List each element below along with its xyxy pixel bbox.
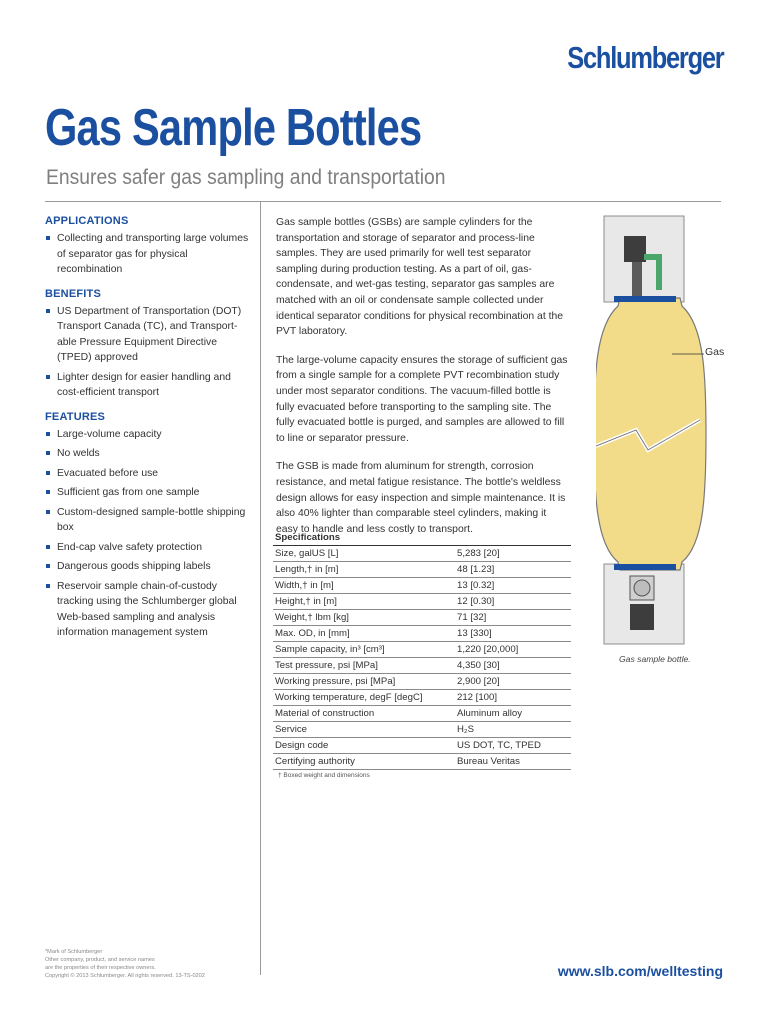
list-item: Sufficient gas from one sample: [45, 485, 253, 501]
brand-logo: Schlumberger: [566, 40, 723, 75]
body-text: [276, 215, 570, 550]
spec-label: Working pressure, psi [MPa]: [273, 673, 455, 689]
table-row: [273, 657, 571, 673]
list-item: Custom-designed sample-bottle shipping box: [45, 505, 253, 536]
spec-label: Service: [273, 721, 455, 737]
legal-line: *Mark of Schlumberger: [45, 949, 103, 955]
spec-label: Design code: [273, 737, 455, 753]
spec-label: Height,† in [m]: [273, 593, 455, 609]
benefits-list: [45, 304, 253, 401]
spec-value: 5,283 [20]: [455, 545, 571, 561]
spec-value: 2,900 [20]: [455, 673, 571, 689]
table-row: [273, 721, 571, 737]
page-subtitle: Ensures safer gas sampling and transportation: [46, 166, 446, 189]
spec-label: Material of construction: [273, 705, 455, 721]
table-row: [273, 577, 571, 593]
applications-heading: APPLICATIONS: [45, 215, 129, 227]
header-divider: [45, 201, 721, 202]
spec-label: Max. OD, in [mm]: [273, 625, 455, 641]
table-row: [273, 705, 571, 721]
page-title: Gas Sample Bottles: [45, 99, 422, 157]
features-list: [45, 427, 253, 641]
figure-caption: Gas sample bottle.: [619, 654, 691, 664]
left-column: [45, 215, 253, 645]
table-row: [273, 609, 571, 625]
spec-label: Test pressure, psi [MPa]: [273, 657, 455, 673]
body-paragraph-2: The large-volume capacity ensures the storage of sufficient gas from a single sample for a complete PVT recombination study under most separator conditions. The vacuum-filled bottle is fully evacuated before transporting to the sampling site. The fully evacuated bottle is purged, and samples are allowed to fill to line or separator pressure.: [276, 354, 568, 444]
spec-value: 4,350 [30]: [455, 657, 571, 673]
table-row: [273, 625, 571, 641]
applications-list: [45, 231, 253, 278]
list-item: Large-volume capacity: [45, 427, 253, 443]
legal-line: Other company, product, and service names: [45, 957, 155, 963]
body-paragraph-1: Gas sample bottles (GSBs) are sample cylinders for the transportation and storage of separator and process-line samples. They are used primarily for well test separator sampling during production testing. As a part of oil, gas-condensate, and wet-gas testing, separator gas samples are matched with an oil or condensate sample collected under identical separator conditions for physical recombination at the PVT laboratory.: [276, 217, 564, 338]
benefits-heading: BENEFITS: [45, 287, 101, 300]
bottom-valve-fitting: [630, 604, 654, 630]
spec-label: Width,† in [m]: [273, 577, 455, 593]
table-row: [273, 673, 571, 689]
spec-value: 71 [32]: [455, 609, 571, 625]
table-row: [273, 753, 571, 769]
legal-line: Copyright © 2013 Schlumberger. All rights reserved. 13-TS-0202: [45, 973, 205, 979]
list-item: No welds: [45, 446, 253, 462]
table-row: [273, 689, 571, 705]
list-item: Reservoir sample chain-of-custody tracking using the Schlumberger global Web-based sampling and analysis information management system: [45, 579, 253, 641]
spec-value: 13 [0.32]: [455, 577, 571, 593]
bottom-seal: [614, 564, 676, 570]
spec-label: Size, galUS [L]: [273, 545, 455, 561]
spec-label: Sample capacity, in³ [cm³]: [273, 641, 455, 657]
spec-value: 48 [1.23]: [455, 561, 571, 577]
table-row: [273, 545, 571, 561]
list-item: End-cap valve safety protection: [45, 540, 253, 556]
website-link[interactable]: www.slb.com/welltesting: [557, 963, 723, 979]
table-row: [273, 737, 571, 753]
table-header-row: [273, 530, 571, 545]
top-seal: [614, 296, 676, 302]
spec-label: Certifying authority: [273, 753, 455, 769]
spec-value: 212 [100]: [455, 689, 571, 705]
table-row: [273, 641, 571, 657]
specifications-heading: Specifications: [273, 530, 571, 545]
legal-notice: [45, 948, 205, 980]
spec-value: US DOT, TC, TPED: [455, 737, 571, 753]
bottle-body: [596, 298, 706, 570]
gas-sample-bottle-illustration: [596, 214, 726, 654]
specifications-footnote: † Boxed weight and dimensions: [278, 772, 370, 779]
list-item: Collecting and transporting large volumes of separator gas for physical recombination: [45, 231, 253, 278]
spec-label: Weight,† lbm [kg]: [273, 609, 455, 625]
spec-value: 13 [330]: [455, 625, 571, 641]
legal-line: are the properties of their respective owners.: [45, 965, 156, 971]
spec-value: Bureau Veritas: [455, 753, 571, 769]
body-paragraph-3: The GSB is made from aluminum for strength, corrosion resistance, and metal fatigue resistance. The bottle's weldless design allows for easy inspection and simple maintenance. It is also 40% lighter than comparable steel cylinders, making it easy to handle and less costly to transport.: [276, 461, 566, 535]
list-item: Lighter design for easier handling and cost-efficient transport: [45, 370, 253, 401]
top-valve-tube-vertical: [656, 254, 662, 290]
spec-label: Working temperature, degF [degC]: [273, 689, 455, 705]
spec-value: Aluminum alloy: [455, 705, 571, 721]
specifications-table: [273, 530, 571, 770]
top-valve-body: [624, 236, 646, 262]
table-row: [273, 593, 571, 609]
spec-value: 1,220 [20,000]: [455, 641, 571, 657]
list-item: Evacuated before use: [45, 466, 253, 482]
spec-value: 12 [0.30]: [455, 593, 571, 609]
list-item: Dangerous goods shipping labels: [45, 559, 253, 575]
column-divider: [260, 201, 261, 975]
features-heading: FEATURES: [45, 410, 106, 423]
spec-value: H₂S: [455, 721, 571, 737]
list-item: US Department of Transportation (DOT) Transport Canada (TC), and Transport-able Pressure Equipment Directive (TPED) approved: [45, 304, 253, 366]
top-valve-stem: [632, 262, 642, 296]
table-row: [273, 561, 571, 577]
bottom-valve-ball: [634, 580, 650, 596]
gas-label: Gas: [705, 346, 725, 358]
spec-label: Length,† in [m]: [273, 561, 455, 577]
